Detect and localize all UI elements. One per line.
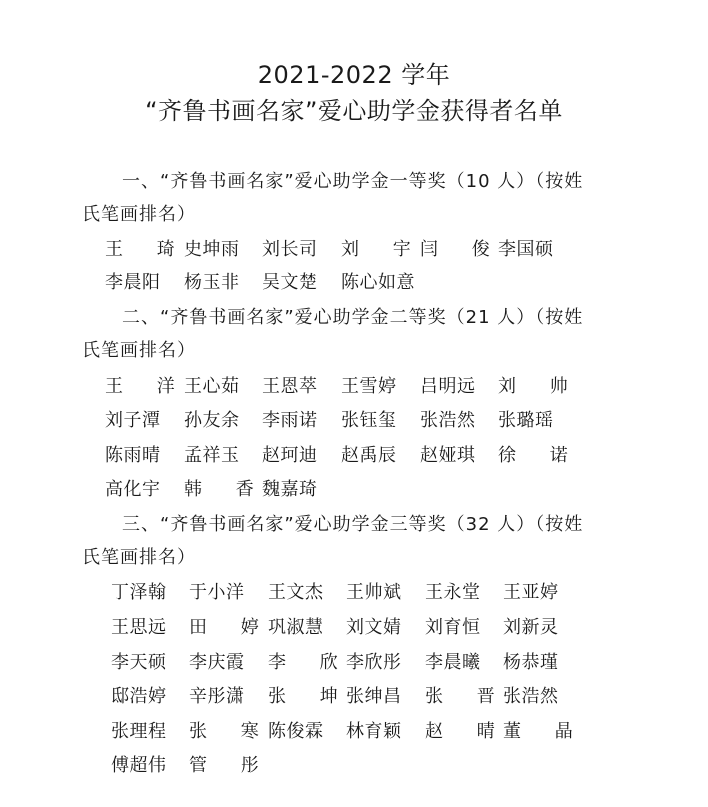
name-item: 刘育恒	[425, 617, 481, 638]
name-item: 刘文婧	[346, 617, 402, 638]
name-item: 辛彤潇	[189, 686, 245, 707]
name-item: 赵娅琪	[420, 445, 476, 466]
name-item: 李欣彤	[346, 652, 402, 673]
name-item: 刘新灵	[503, 617, 559, 638]
name-item: 王 琦	[105, 239, 189, 260]
name-item: 王思远	[111, 617, 167, 638]
name-item: 徐 诺	[498, 445, 582, 466]
name-item: 王恩萃	[262, 376, 318, 397]
name-item: 李庆霞	[189, 652, 245, 673]
name-item: 张璐瑶	[498, 410, 554, 431]
name-item: 赵珂迪	[262, 445, 318, 466]
name-item: 高化宇	[105, 479, 161, 500]
name-item: 张 寒	[189, 721, 273, 742]
heading-line2: 氏笔画排名）	[82, 340, 196, 361]
name-item: 张 坤	[268, 686, 352, 707]
title-year: 2021-2022 学年	[257, 61, 451, 89]
name-item: 杨玉非	[184, 272, 240, 293]
name-item: 董 晶	[503, 721, 587, 742]
name-item: 巩淑慧	[268, 617, 324, 638]
name-item: 王永堂	[425, 582, 481, 603]
heading-line1: 三、“齐鲁书画名家”爱心助学金三等奖（32 人）（按姓	[122, 514, 584, 535]
name-item: 李天硕	[111, 652, 167, 673]
name-item: 陈心如意	[341, 272, 415, 293]
name-item: 李雨诺	[262, 410, 318, 431]
name-item: 管 彤	[189, 755, 273, 776]
name-item: 孙友余	[184, 410, 240, 431]
name-item: 张理程	[111, 721, 167, 742]
name-item: 史坤雨	[184, 239, 240, 260]
name-item: 王心茹	[184, 376, 240, 397]
name-item: 刘 宇	[341, 239, 425, 260]
name-item: 赵 晴	[425, 721, 509, 742]
name-item: 张浩然	[420, 410, 476, 431]
heading-line1: 二、“齐鲁书画名家”爱心助学金二等奖（21 人）（按姓	[122, 307, 584, 328]
name-item: 王亚婷	[503, 582, 559, 603]
name-item: 王帅斌	[346, 582, 402, 603]
name-item: 陈俊霖	[268, 721, 324, 742]
name-item: 韩 香	[184, 479, 268, 500]
name-item: 张钰玺	[341, 410, 397, 431]
name-item: 邸浩婷	[111, 686, 167, 707]
name-item: 李 欣	[268, 652, 352, 673]
name-item: 于小洋	[189, 582, 245, 603]
name-item: 赵禹辰	[341, 445, 397, 466]
name-item: 王雪婷	[341, 376, 397, 397]
title-main: “齐鲁书画名家”爱心助学金获得者名单	[145, 97, 563, 125]
name-item: 田 婷	[189, 617, 273, 638]
name-item: 孟祥玉	[184, 445, 240, 466]
heading-line2: 氏笔画排名）	[82, 204, 196, 225]
name-item: 张 晋	[425, 686, 509, 707]
name-item: 傅超伟	[111, 755, 167, 776]
name-item: 魏嘉琦	[262, 479, 318, 500]
name-item: 张绅昌	[346, 686, 402, 707]
name-item: 闫 俊	[420, 239, 504, 260]
name-item: 王 洋	[105, 376, 189, 397]
name-item: 刘长司	[262, 239, 318, 260]
name-item: 陈雨晴	[105, 445, 161, 466]
name-item: 李国硕	[498, 239, 554, 260]
name-item: 杨恭瑾	[503, 652, 559, 673]
name-item: 丁泽翰	[111, 582, 167, 603]
name-item: 林育颖	[346, 721, 402, 742]
name-item: 刘 帅	[498, 376, 582, 397]
heading-line2: 氏笔画排名）	[82, 547, 196, 568]
name-item: 李晨曦	[425, 652, 481, 673]
name-item: 王文杰	[268, 582, 324, 603]
name-item: 刘子潭	[105, 410, 161, 431]
name-item: 李晨阳	[105, 272, 161, 293]
name-item: 吴文楚	[262, 272, 318, 293]
name-item: 吕明远	[420, 376, 476, 397]
heading-line1: 一、“齐鲁书画名家”爱心助学金一等奖（10 人）（按姓	[122, 171, 584, 192]
name-item: 张浩然	[503, 686, 559, 707]
